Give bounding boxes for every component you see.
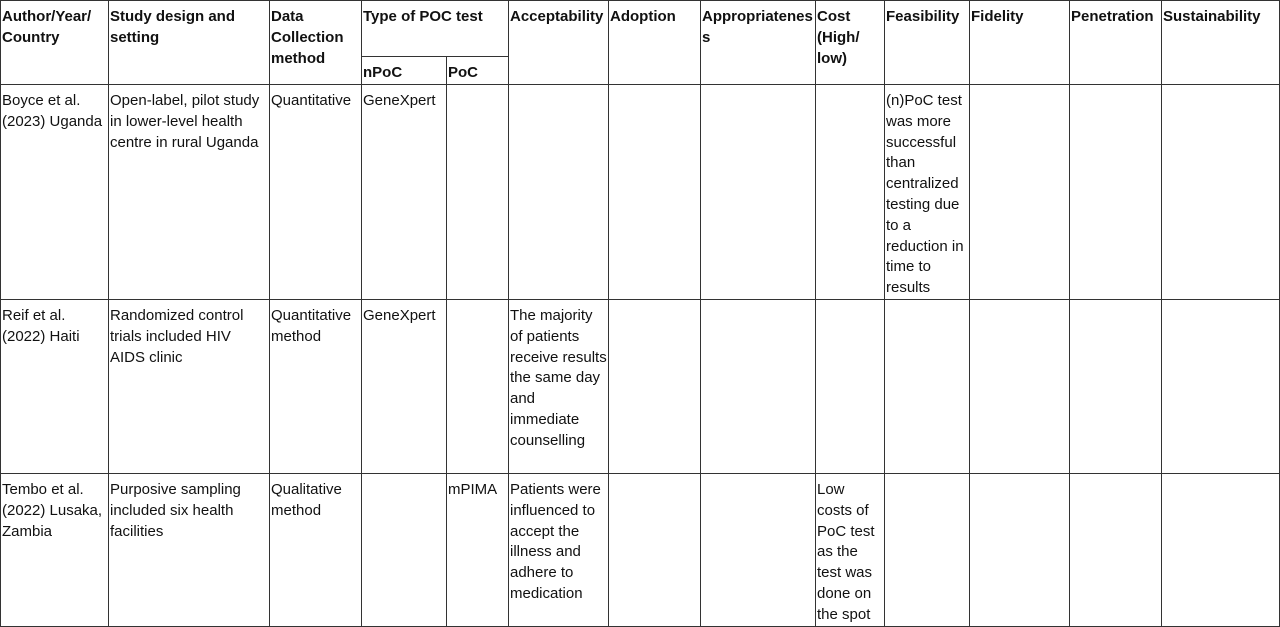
header-acceptability: Acceptability: [509, 1, 609, 85]
cell-appropriateness: [701, 85, 816, 300]
cell-cost: Low costs of PoC test as the test was done on the spot: [816, 473, 885, 626]
cell-poc: [447, 299, 509, 473]
table-row: [1, 85, 1280, 300]
cell-fidelity: [970, 299, 1070, 473]
cell-author: Reif et al. (2022) Haiti: [1, 299, 109, 473]
cell-penetration: [1070, 299, 1162, 473]
cell-adoption: [609, 473, 701, 626]
cell-feasibility: [885, 473, 970, 626]
cell-npoc: GeneXpert: [362, 85, 447, 300]
header-poc-type: Type of POC test: [362, 1, 509, 57]
cell-design: Randomized control trials included HIV AIDS clinic: [109, 299, 270, 473]
cell-cost: [816, 299, 885, 473]
table-row: [1, 299, 1280, 473]
header-collection: Data Collection method: [270, 1, 362, 85]
cell-appropriateness: [701, 473, 816, 626]
header-fidelity: Fidelity: [970, 1, 1070, 85]
cell-penetration: [1070, 473, 1162, 626]
header-adoption: Adoption: [609, 1, 701, 85]
cell-poc: [447, 85, 509, 300]
header-cost: Cost (High/ low): [816, 1, 885, 85]
cell-appropriateness: [701, 299, 816, 473]
table-body: [1, 85, 1280, 627]
cell-npoc: [362, 473, 447, 626]
cell-penetration: [1070, 85, 1162, 300]
cell-npoc: GeneXpert: [362, 299, 447, 473]
cell-fidelity: [970, 85, 1070, 300]
cell-feasibility: (n)PoC test was more successful than centralized testing due to a reduction in time to results: [885, 85, 970, 300]
cell-sustainability: [1162, 473, 1280, 626]
header-appropriateness: Appropriateness: [701, 1, 816, 85]
cell-cost: [816, 85, 885, 300]
cell-fidelity: [970, 473, 1070, 626]
table-header: [1, 1, 1280, 85]
cell-adoption: [609, 299, 701, 473]
cell-acceptability: The majority of patients receive results the same day and immediate counselling: [509, 299, 609, 473]
header-sustainability: Sustainability: [1162, 1, 1280, 85]
cell-feasibility: [885, 299, 970, 473]
header-feasibility: Feasibility: [885, 1, 970, 85]
cell-author: Boyce et al. (2023) Uganda: [1, 85, 109, 300]
header-npoc: nPoC: [362, 57, 447, 85]
cell-collection: Quantitative: [270, 85, 362, 300]
cell-collection: Qualitative method: [270, 473, 362, 626]
table-row: [1, 473, 1280, 626]
cell-poc: mPIMA: [447, 473, 509, 626]
cell-author: Tembo et al. (2022) Lusaka, Zambia: [1, 473, 109, 626]
header-penetration: Penetration: [1070, 1, 1162, 85]
cell-sustainability: [1162, 85, 1280, 300]
cell-acceptability: [509, 85, 609, 300]
header-poc: PoC: [447, 57, 509, 85]
cell-design: Purposive sampling included six health facilities: [109, 473, 270, 626]
header-author: Author/Year/ Country: [1, 1, 109, 85]
cell-sustainability: [1162, 299, 1280, 473]
cell-adoption: [609, 85, 701, 300]
cell-design: Open-label, pilot study in lower-level health centre in rural Uganda: [109, 85, 270, 300]
cell-collection: Quantitative method: [270, 299, 362, 473]
header-row: [1, 1, 1280, 57]
header-design: Study design and setting: [109, 1, 270, 85]
cell-acceptability: Patients were influenced to accept the illness and adhere to medication: [509, 473, 609, 626]
